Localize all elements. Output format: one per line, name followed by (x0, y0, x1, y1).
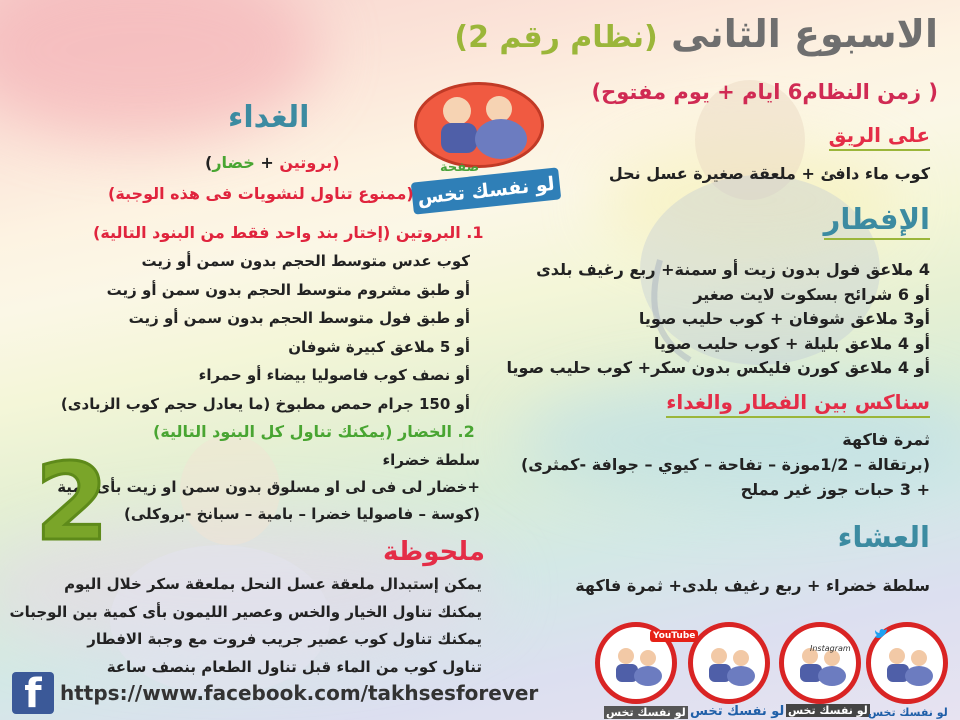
fasting-text: كوب ماء دافئ + ملعقة صغيرة عسل نحل (608, 164, 930, 183)
note-list (9, 575, 482, 685)
cartoon-couple-icon (606, 638, 666, 688)
lunch-veg-heading-text: 2. الخضار (يمكنك تناول كل البنود التالية) (153, 422, 475, 441)
instagram-badge[interactable] (779, 622, 861, 704)
week-number-badge: 2 (35, 441, 109, 564)
page-title-system: (نظام رقم 2) (454, 20, 658, 55)
breakfast-title-text: الإفطار (824, 202, 930, 240)
list-item: يمكن إستبدال ملعقة عسل النحل بملعقة سكر خلال اليوم (64, 575, 482, 593)
list-item: أو 4 ملاعق بليلة + كوب حليب صويا (653, 333, 930, 353)
lunch-title: الغداء (228, 100, 310, 135)
list-item: أو 150 جرام حمص مطبوخ (ما يعادل حجم كوب الزبادى) (60, 394, 470, 413)
lunch-protein-list (60, 252, 470, 423)
youtube-badge-caption: لو نفسك تخس (606, 706, 686, 719)
list-item: يمكنك تناول الخيار والخس وعصير الليمون بأى كمية بين الوجبات (9, 602, 482, 621)
list-item: +خضار لى فى لى او مسلوق بدون سمن او زيت بأى كمية (57, 478, 480, 496)
page-title (454, 12, 938, 56)
logo-cartoon-icon (417, 85, 541, 165)
cartoon-couple-icon (699, 638, 759, 688)
list-item: أو طبق فول متوسط الحجم بدون سمن أو زيت (128, 309, 470, 327)
list-item: سلطة خضراء (382, 451, 480, 469)
facebook-url-link[interactable]: https://www.facebook.com/takhsesforever (60, 681, 539, 705)
logo-top-text: صفحة (440, 160, 480, 175)
lunch-veg-list (57, 451, 480, 532)
lunch-plus: + (254, 153, 280, 172)
cartoon-couple-icon (877, 638, 937, 688)
list-item: ثمرة فاكهة (842, 430, 930, 449)
list-item: تناول كوب من الماء قبل تناول الطعام بنصف ساعة (106, 657, 482, 676)
twitter-bird-icon (874, 628, 888, 640)
list-item: 4 ملاعق فول بدون زيت أو سمنة+ ربع رغيف بلدى (536, 260, 930, 279)
lunch-protein-heading (93, 223, 484, 242)
list-item: أو 6 شرائح بسكوت لايت صغير (693, 284, 930, 304)
list-item: (كوسة – فاصوليا خضرا – بامية – سبانخ -بروكلى) (123, 505, 480, 523)
list-item: أو 4 ملاعق كورن فليكس بدون سكر+ كوب حليب صويا (506, 358, 930, 377)
instagram-badge-caption: لو نفسك تخس (788, 704, 868, 717)
note-title: ملحوظة (383, 537, 486, 567)
snacks-title (666, 390, 930, 414)
logo-emblem (414, 82, 544, 168)
dinner-text: سلطة خضراء + ربع رغيف بلدى+ ثمرة فاكهة (575, 576, 930, 595)
list-item: أو3 ملاعق شوفان + كوب حليب صويا (638, 309, 930, 328)
list-item: أو نصف كوب فاصوليا بيضاء أو حمراء (198, 366, 470, 384)
lunch-forbidden-note: (ممنوع تناول لنشويات فى هذه الوجبة) (108, 184, 414, 203)
youtube-icon: YouTube (650, 630, 698, 642)
breakfast-list (500, 260, 930, 383)
logo-caption: لو نفسك تخس (411, 167, 562, 214)
facebook-icon: f (12, 672, 54, 714)
snacks-list (500, 430, 930, 505)
list-item: يمكنك تناول كوب عصير جريب فروت مع وجبة الافطار (87, 630, 482, 648)
lunch-protein-label: (بروتين (279, 153, 340, 172)
list-item: + 3 حبات جوز غير مملح (740, 480, 930, 499)
list-item: أو 5 ملاعق كبيرة شوفان (288, 337, 470, 356)
lunch-veg-heading (153, 422, 475, 441)
list-item: كوب عدس متوسط الحجم بدون سمن أو زيت (141, 252, 470, 270)
lunch-veg-label: خضار (212, 153, 255, 172)
page-title-main: الاسبوع الثانى (670, 12, 938, 56)
lunch-paren-close: ) (205, 153, 213, 172)
dinner-title: العشاء (837, 520, 930, 554)
twitter-badge-caption: لو نفسك تخس (868, 706, 948, 719)
facebook-badge-caption: لو نفسك تخس (690, 704, 785, 719)
facebook-badge[interactable] (688, 622, 770, 704)
page-subtitle: ( زمن النظام6 ايام + يوم مفتوح) (591, 80, 938, 104)
fasting-title (829, 123, 930, 147)
list-item: أو طبق مشروم متوسط الحجم بدون سمن أو زيت (106, 280, 470, 299)
facebook-link-bar[interactable] (12, 672, 538, 714)
fasting-title-text: على الريق (829, 123, 930, 151)
lunch-protein-heading-text: 1. البروتين (إختار بند واحد فقط من البنود التالية) (93, 223, 484, 242)
lunch-protein-veg-line (205, 153, 340, 172)
instagram-icon: Instagram (810, 644, 851, 653)
snacks-title-text: سناكس بين الفطار والغداء (666, 390, 930, 418)
list-item: (برتقالة – 1/2موزة – تفاحة – كيوي – جوافة -كمثرى) (520, 455, 930, 474)
breakfast-title (824, 202, 930, 236)
